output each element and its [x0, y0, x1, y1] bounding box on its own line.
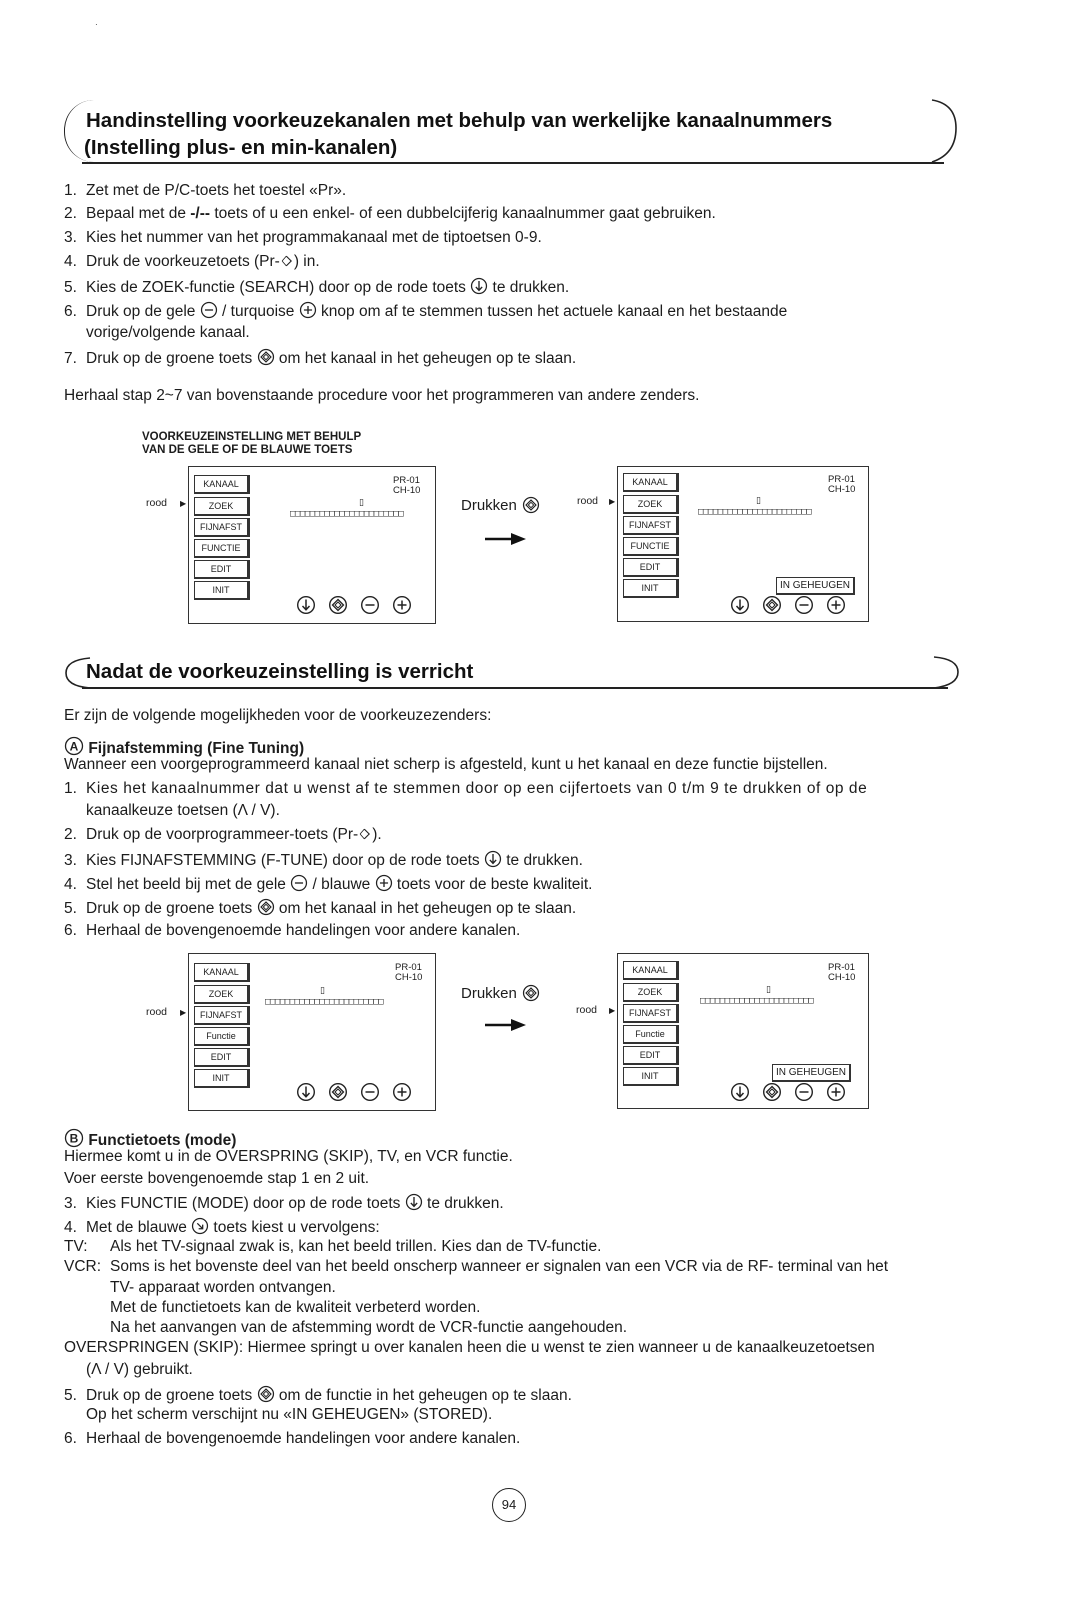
red-label: rood: [146, 497, 168, 509]
vcr-text: Na het aanvangen van de afstemming wordt de VCR-functie aangehouden.: [110, 1319, 628, 1336]
menu-item-edit: EDIT: [194, 1048, 250, 1067]
menu-item-zoek: ZOEK: [194, 985, 250, 1004]
list-item: [64, 301, 787, 321]
list-item: [64, 1193, 504, 1213]
key-symbols: [296, 1082, 412, 1102]
list-item: [64, 182, 346, 200]
list-item: [64, 229, 542, 247]
red-key-icon: [730, 1082, 750, 1102]
press-instruction: [461, 496, 540, 514]
header-bracket-right: [932, 655, 962, 691]
step-text: Kies het kanaalnummer dat u wenst af te stemmen door op een cijfertoets van 0 t/m 9 te drukken of op de: [86, 780, 868, 797]
yellow-key-icon: [360, 595, 380, 615]
press-instruction: [461, 984, 540, 1002]
menu-item-edit: EDIT: [623, 1046, 679, 1065]
step-text: / turquoise: [217, 303, 299, 320]
tv-screen-after: [617, 953, 869, 1109]
red-key-icon: [405, 1193, 423, 1211]
menu-item-kanaal: KANAAL: [623, 473, 679, 492]
menu-item-kanaal: KANAAL: [623, 961, 679, 980]
step-number: 3.: [64, 1195, 77, 1212]
pointer-arrow-icon: ▶: [180, 1008, 187, 1017]
letter-b-icon: [64, 1128, 84, 1148]
stored-indicator: IN GEHEUGEN: [776, 577, 855, 595]
program-number: PR-01: [828, 474, 855, 485]
letter-a-icon: [64, 736, 84, 756]
tv-option: [64, 1238, 601, 1256]
red-key-icon: [296, 595, 316, 615]
step-text: Druk op de groene toets: [86, 900, 257, 917]
step-number: 3.: [64, 852, 77, 869]
section1-title-line2: (Instelling plus- en min-kanalen): [84, 136, 398, 159]
step-text: Druk op de groene toets: [86, 1387, 257, 1404]
green-key-icon: [762, 595, 782, 615]
yellow-key-icon: [360, 1082, 380, 1102]
green-key-icon: [328, 1082, 348, 1102]
channel-number: CH-10: [828, 484, 856, 495]
turquoise-key-icon: [299, 301, 317, 319]
green-key-icon: [328, 595, 348, 615]
tv-screen-before: [188, 953, 436, 1111]
step-number: 6.: [64, 1430, 77, 1447]
step-text: ) in.: [293, 253, 320, 270]
arrow-right-icon: [485, 1018, 527, 1032]
subsection-b-title: Functietoets (mode): [88, 1132, 237, 1149]
tuning-bar: □□□□□□□□□□□□□□□□□□□□□□□: [698, 507, 812, 517]
paragraph: Hiermee komt u in de OVERSPRING (SKIP), TV, en VCR functie.: [64, 1148, 513, 1165]
step-number: 2.: [64, 205, 77, 222]
menu-item-zoek: ZOEK: [194, 497, 250, 516]
blue-key-icon: [375, 874, 393, 892]
step-text: Met de blauwe: [86, 1219, 192, 1236]
step-text: Stel het beeld bij met de gele: [86, 876, 291, 893]
step-text: om het kanaal in het geheugen op te slaan.: [274, 350, 577, 367]
step-text: Druk op de voorprogrammeer-toets (Pr-: [86, 826, 359, 843]
skip-text: (Λ / V) gebruikt.: [86, 1361, 193, 1378]
program-number: PR-01: [395, 962, 422, 973]
yellow-key-icon: [200, 301, 218, 319]
red-key-icon: [484, 850, 502, 868]
step-number: 1.: [64, 182, 77, 199]
vcr-option: [64, 1258, 888, 1276]
step-text-continued: Op het scherm verschijnt nu «IN GEHEUGEN» (STORED).: [86, 1406, 493, 1423]
list-item: [64, 850, 583, 870]
list-item: [64, 1217, 380, 1237]
section1-title-line1: Handinstelling voorkeuzekanalen met behulp van werkelijke kanaalnummers: [86, 109, 833, 132]
menu-item-functie: Functie: [623, 1025, 679, 1044]
press-label: Drukken: [461, 496, 517, 514]
menu-item-init: INIT: [623, 579, 679, 598]
blue-key-icon: [392, 1082, 412, 1102]
menu-item-fijnafst: FIJNAFST: [623, 516, 679, 535]
step-text: te drukken.: [422, 1195, 504, 1212]
step-text: Kies het nummer van het programmakanaal met de tiptoetsen 0-9.: [86, 229, 542, 246]
press-label: Drukken: [461, 984, 517, 1002]
menu-item-init: INIT: [623, 1067, 679, 1086]
list-item: [64, 922, 520, 940]
vcr-text: Met de functietoets kan de kwaliteit verbeterd worden.: [110, 1299, 481, 1316]
program-number: PR-01: [393, 475, 420, 486]
list-item: [64, 205, 716, 223]
step-text-continued: vorige/volgende kanaal.: [86, 324, 250, 341]
section2-title: Nadat de voorkeuzeinstelling is verricht: [86, 660, 474, 683]
step-text: Druk op de gele: [86, 303, 200, 320]
stored-indicator: IN GEHEUGEN: [772, 1064, 851, 1082]
list-item: [64, 1430, 520, 1448]
step-text-continued: kanaalkeuze toetsen (Λ / V).: [86, 802, 280, 819]
page-number: 94: [492, 1488, 526, 1522]
step-text: toets voor de beste kwaliteit.: [392, 876, 593, 893]
step-text: te drukken.: [488, 279, 570, 296]
step-text: Kies FUNCTIE (MODE) door op de rode toets: [86, 1195, 405, 1212]
svg-text:B: B: [69, 1131, 79, 1146]
step-text: / blauwe: [308, 876, 375, 893]
channel-number: CH-10: [393, 485, 421, 496]
skip-option: OVERSPRINGEN (SKIP): Hiermee springt u over kanalen heen die u wenst te zien wanneer u de kanaalkeuzetoetsen: [64, 1339, 875, 1356]
menu-item-fijnafst: FIJNAFST: [194, 518, 250, 537]
step-text: Herhaal de bovengenoemde handelingen voor andere kanalen.: [86, 922, 521, 939]
channel-number: CH-10: [828, 972, 856, 983]
step-text: Bepaal met de: [86, 205, 191, 222]
tv-screen-after: [617, 466, 869, 622]
digit-key-label: -/--: [190, 205, 211, 222]
step-number: 4.: [64, 1219, 77, 1236]
green-key-icon: [762, 1082, 782, 1102]
step-number: 2.: [64, 826, 77, 843]
step-text: Zet met de P/C-toets het toestel «Pr».: [86, 182, 347, 199]
subsection-a-heading: [64, 736, 304, 758]
list-item: [64, 277, 569, 297]
menu-item-zoek: ZOEK: [623, 495, 679, 514]
step-number: 5.: [64, 900, 77, 917]
step-text: om het kanaal in het geheugen op te slaan.: [274, 900, 577, 917]
green-key-icon: [522, 496, 540, 514]
menu-item-fijnafst: FIJNAFST: [623, 1004, 679, 1023]
tv-screen-before: [188, 466, 436, 624]
tv-text: Als het TV-signaal zwak is, kan het beeld trillen. Kies dan de TV-functie.: [110, 1238, 602, 1255]
yellow-key-icon: [290, 874, 308, 892]
menu-item-kanaal: KANAAL: [194, 475, 250, 494]
step-text: Kies FIJNAFSTEMMING (F-TUNE) door op de rode toets: [86, 852, 484, 869]
step-number: 6.: [64, 303, 77, 320]
blue-key-icon: [826, 1082, 846, 1102]
list-item: [64, 1385, 572, 1405]
green-key-icon: [257, 898, 275, 916]
key-symbols: [730, 595, 846, 615]
vcr-label: VCR:: [64, 1258, 102, 1275]
menu-item-init: INIT: [194, 1069, 250, 1088]
tv-label: TV:: [64, 1238, 88, 1255]
key-symbols: [730, 1082, 846, 1102]
step-text: Druk de voorkeuzetoets (Pr-: [86, 253, 280, 270]
yellow-key-icon: [794, 1082, 814, 1102]
step-text: toets kiest u vervolgens:: [209, 1219, 380, 1236]
list-item: [64, 874, 592, 894]
diagram-caption: VAN DE GELE OF DE BLAUWE TOETS: [142, 444, 353, 456]
page-mark: ·: [95, 20, 98, 29]
step-text: knop om af te stemmen tussen het actuele kanaal en het bestaande: [316, 303, 788, 320]
tuning-bar: □□□□□□□□□□□□□□□□□□□□□□□□: [265, 997, 384, 1007]
red-key-icon: [296, 1082, 316, 1102]
green-key-icon: [257, 348, 275, 366]
subsection-a-title: Fijnafstemming (Fine Tuning): [88, 740, 305, 757]
menu-item-functie: FUNCTIE: [623, 537, 679, 556]
paragraph: Voer eerste bovengenoemde stap 1 en 2 uit.: [64, 1170, 370, 1187]
tuning-cursor: ▯: [766, 984, 771, 994]
step-text: te drukken.: [501, 852, 583, 869]
step-number: 4.: [64, 876, 77, 893]
step-number: 5.: [64, 1387, 77, 1404]
header-bracket-right: [930, 96, 960, 166]
pointer-arrow-icon: ▶: [609, 497, 616, 506]
program-number: PR-01: [828, 962, 855, 973]
red-label: rood: [577, 495, 599, 507]
red-label: rood: [146, 1006, 168, 1018]
step-text: Kies de ZOEK-functie (SEARCH) door op de rode toets: [86, 279, 471, 296]
tuning-bar: □□□□□□□□□□□□□□□□□□□□□□□: [290, 509, 404, 519]
pointer-arrow-icon: ▶: [180, 499, 187, 508]
step-number: 1.: [64, 780, 77, 797]
step-text: om de functie in het geheugen op te slaan.: [274, 1387, 572, 1404]
tuning-cursor: ▯: [320, 985, 325, 995]
menu-item-functie: Functie: [194, 1027, 250, 1046]
menu-item-init: INIT: [194, 581, 250, 600]
step-number: 6.: [64, 922, 77, 939]
list-item: [64, 348, 576, 368]
list-item: [64, 898, 576, 918]
section2-intro: Er zijn de volgende mogelijkheden voor de voorkeuzezenders:: [64, 707, 492, 724]
blue-key-icon: [392, 595, 412, 615]
red-label: rood: [576, 1004, 598, 1016]
pointer-arrow-icon: ▶: [609, 1006, 616, 1015]
menu-item-functie: FUNCTIE: [194, 539, 250, 558]
step-number: 5.: [64, 279, 77, 296]
blue-key-icon: [191, 1217, 209, 1235]
tuning-bar: □□□□□□□□□□□□□□□□□□□□□□□: [700, 996, 814, 1006]
step-text: Druk op de groene toets: [86, 350, 257, 367]
step-text: toets of u een enkel- of een dubbelcijferig kanaalnummer gaat gebruiken.: [210, 205, 716, 222]
step-text: Herhaal de bovengenoemde handelingen voor andere kanalen.: [86, 1430, 521, 1447]
green-key-icon: [522, 984, 540, 1002]
step-number: 7.: [64, 350, 77, 367]
step-number: 3.: [64, 229, 77, 246]
red-key-icon: [470, 277, 488, 295]
blue-key-icon: [826, 595, 846, 615]
menu-item-kanaal: KANAAL: [194, 963, 250, 982]
subsection-a-intro: Wanneer een voorgeprogrammeerd kanaal niet scherp is afgesteld, kunt u het kanaal en deze functie bijstellen.: [64, 756, 828, 773]
step-text: ).: [372, 826, 382, 843]
step-number: 4.: [64, 253, 77, 270]
list-item: [64, 780, 958, 798]
vcr-text: Soms is het bovenste deel van het beeld onscherp wanneer er signalen van een VCR via de RF- terminal van het: [110, 1258, 889, 1275]
preset-key-icon: [280, 253, 294, 269]
red-key-icon: [730, 595, 750, 615]
tuning-cursor: ▯: [756, 495, 761, 505]
menu-item-zoek: ZOEK: [623, 983, 679, 1002]
list-item: [64, 826, 382, 844]
menu-item-fijnafst: FIJNAFST: [194, 1006, 250, 1025]
list-item: [64, 253, 320, 271]
diagram-caption: VOORKEUZEINSTELLING MET BEHULP: [142, 431, 362, 443]
repeat-instruction: Herhaal stap 2~7 van bovenstaande procedure voor het programmeren van andere zenders.: [64, 387, 700, 404]
arrow-right-icon: [485, 532, 527, 546]
menu-item-edit: EDIT: [194, 560, 250, 579]
yellow-key-icon: [794, 595, 814, 615]
tuning-cursor: ▯: [359, 497, 364, 507]
preset-key-icon: [358, 826, 372, 842]
key-symbols: [296, 595, 412, 615]
svg-text:A: A: [69, 739, 79, 754]
channel-number: CH-10: [395, 972, 423, 983]
green-key-icon: [257, 1385, 275, 1403]
menu-item-edit: EDIT: [623, 558, 679, 577]
subsection-b-heading: [64, 1128, 236, 1150]
vcr-text: TV- apparaat worden ontvangen.: [110, 1279, 336, 1296]
